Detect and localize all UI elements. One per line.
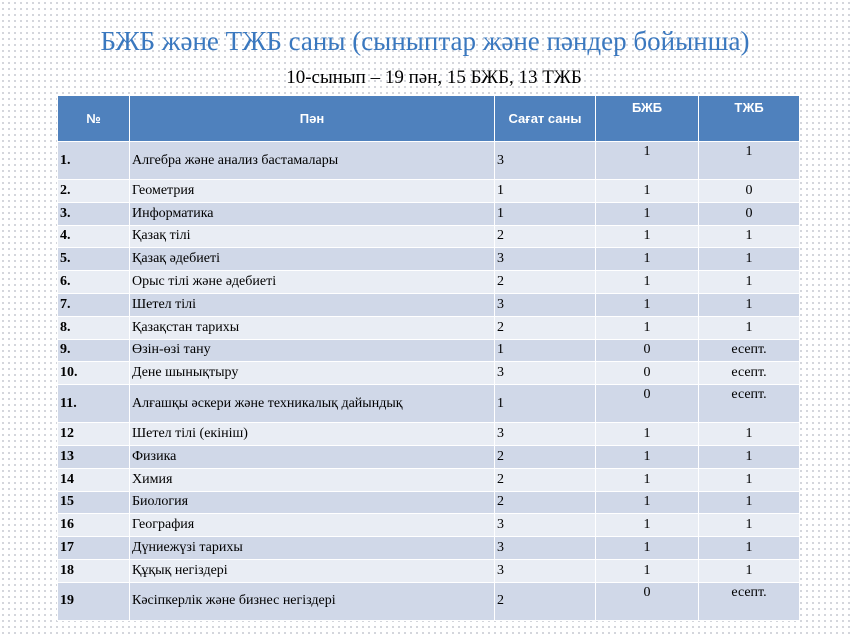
subject-name: Қазақ тілі bbox=[130, 225, 495, 248]
tjb-value: 1 bbox=[699, 316, 800, 339]
subject-name: Кәсіпкерлік және бизнес негіздері bbox=[130, 582, 495, 620]
row-number: 11. bbox=[58, 385, 130, 423]
subject-name: Дене шынықтыру bbox=[130, 362, 495, 385]
subject-name: Қазақ әдебиеті bbox=[130, 248, 495, 271]
hours-value: 3 bbox=[495, 248, 596, 271]
row-number: 7. bbox=[58, 293, 130, 316]
hours-value: 2 bbox=[495, 491, 596, 514]
subjects-table bbox=[57, 95, 800, 621]
bjb-value: 1 bbox=[596, 445, 699, 468]
tjb-value: 1 bbox=[699, 468, 800, 491]
subject-name: Химия bbox=[130, 468, 495, 491]
tjb-value: есепт. bbox=[699, 582, 800, 620]
row-number: 15 bbox=[58, 491, 130, 514]
bjb-value: 0 bbox=[596, 582, 699, 620]
tjb-value: 1 bbox=[699, 142, 800, 180]
subject-name: Биология bbox=[130, 491, 495, 514]
header-tjb: ТЖБ bbox=[699, 96, 800, 142]
table-row bbox=[58, 339, 800, 362]
bjb-value: 0 bbox=[596, 339, 699, 362]
table-header-row bbox=[58, 96, 800, 142]
hours-value: 1 bbox=[495, 180, 596, 203]
table-row bbox=[58, 293, 800, 316]
header-subject: Пән bbox=[130, 96, 495, 142]
tjb-value: 0 bbox=[699, 202, 800, 225]
page-title: БЖБ және ТЖБ саны (сыныптар және пәндер бойынша) bbox=[100, 26, 750, 56]
hours-value: 1 bbox=[495, 339, 596, 362]
header-hours: Сағат саны bbox=[495, 96, 596, 142]
hours-value: 2 bbox=[495, 271, 596, 294]
table-body bbox=[58, 142, 800, 621]
bjb-value: 1 bbox=[596, 559, 699, 582]
subject-name: Физика bbox=[130, 445, 495, 468]
table-row bbox=[58, 537, 800, 560]
tjb-value: 1 bbox=[699, 537, 800, 560]
table-row bbox=[58, 316, 800, 339]
header-num: № bbox=[58, 96, 130, 142]
subject-name: Өзін-өзі тану bbox=[130, 339, 495, 362]
tjb-value: 1 bbox=[699, 271, 800, 294]
bjb-value: 1 bbox=[596, 225, 699, 248]
bjb-value: 1 bbox=[596, 423, 699, 446]
table-row bbox=[58, 362, 800, 385]
row-number: 14 bbox=[58, 468, 130, 491]
row-number: 3. bbox=[58, 202, 130, 225]
tjb-value: есепт. bbox=[699, 385, 800, 423]
subject-name: Алғашқы әскери және техникалық дайындық bbox=[130, 385, 495, 423]
table-row bbox=[58, 248, 800, 271]
hours-value: 2 bbox=[495, 582, 596, 620]
hours-value: 2 bbox=[495, 468, 596, 491]
bjb-value: 1 bbox=[596, 468, 699, 491]
tjb-value: 0 bbox=[699, 180, 800, 203]
table-row bbox=[58, 445, 800, 468]
tjb-value: 1 bbox=[699, 248, 800, 271]
bjb-value: 0 bbox=[596, 362, 699, 385]
table-row bbox=[58, 142, 800, 180]
bjb-value: 1 bbox=[596, 248, 699, 271]
tjb-value: 1 bbox=[699, 225, 800, 248]
row-number: 6. bbox=[58, 271, 130, 294]
row-number: 17 bbox=[58, 537, 130, 560]
table-row bbox=[58, 514, 800, 537]
row-number: 10. bbox=[58, 362, 130, 385]
bjb-value: 1 bbox=[596, 202, 699, 225]
bjb-value: 1 bbox=[596, 293, 699, 316]
subject-name: Геометрия bbox=[130, 180, 495, 203]
hours-value: 3 bbox=[495, 142, 596, 180]
table-row bbox=[58, 423, 800, 446]
bjb-value: 1 bbox=[596, 491, 699, 514]
bjb-value: 0 bbox=[596, 385, 699, 423]
tjb-value: есепт. bbox=[699, 362, 800, 385]
hours-value: 1 bbox=[495, 202, 596, 225]
table-row bbox=[58, 202, 800, 225]
bjb-value: 1 bbox=[596, 271, 699, 294]
subject-name: Орыс тілі және әдебиеті bbox=[130, 271, 495, 294]
row-number: 1. bbox=[58, 142, 130, 180]
row-number: 18 bbox=[58, 559, 130, 582]
header-bjb: БЖБ bbox=[596, 96, 699, 142]
row-number: 13 bbox=[58, 445, 130, 468]
table-row bbox=[58, 271, 800, 294]
table-row bbox=[58, 385, 800, 423]
hours-value: 2 bbox=[495, 445, 596, 468]
hours-value: 2 bbox=[495, 316, 596, 339]
subject-name: Қазақстан тарихы bbox=[130, 316, 495, 339]
row-number: 19 bbox=[58, 582, 130, 620]
bjb-value: 1 bbox=[596, 180, 699, 203]
table-row bbox=[58, 468, 800, 491]
page-subtitle: 10-сынып – 19 пән, 15 БЖБ, 13 ТЖБ bbox=[286, 67, 582, 88]
table-row bbox=[58, 491, 800, 514]
hours-value: 3 bbox=[495, 559, 596, 582]
table-row bbox=[58, 559, 800, 582]
tjb-value: 1 bbox=[699, 445, 800, 468]
tjb-value: 1 bbox=[699, 559, 800, 582]
bjb-value: 1 bbox=[596, 514, 699, 537]
hours-value: 3 bbox=[495, 537, 596, 560]
row-number: 16 bbox=[58, 514, 130, 537]
tjb-value: 1 bbox=[699, 491, 800, 514]
hours-value: 2 bbox=[495, 225, 596, 248]
subject-name: Дүниежүзі тарихы bbox=[130, 537, 495, 560]
row-number: 4. bbox=[58, 225, 130, 248]
subject-name: География bbox=[130, 514, 495, 537]
table-row bbox=[58, 582, 800, 620]
hours-value: 3 bbox=[495, 293, 596, 316]
hours-value: 3 bbox=[495, 423, 596, 446]
table-row bbox=[58, 180, 800, 203]
subject-name: Информатика bbox=[130, 202, 495, 225]
subject-name: Құқық негіздері bbox=[130, 559, 495, 582]
row-number: 12 bbox=[58, 423, 130, 446]
tjb-value: 1 bbox=[699, 423, 800, 446]
row-number: 9. bbox=[58, 339, 130, 362]
subject-name: Шетел тілі bbox=[130, 293, 495, 316]
bjb-value: 1 bbox=[596, 537, 699, 560]
tjb-value: 1 bbox=[699, 293, 800, 316]
row-number: 8. bbox=[58, 316, 130, 339]
tjb-value: 1 bbox=[699, 514, 800, 537]
row-number: 5. bbox=[58, 248, 130, 271]
table-row bbox=[58, 225, 800, 248]
hours-value: 3 bbox=[495, 514, 596, 537]
subject-name: Шетел тілі (екініш) bbox=[130, 423, 495, 446]
bjb-value: 1 bbox=[596, 142, 699, 180]
tjb-value: есепт. bbox=[699, 339, 800, 362]
bjb-value: 1 bbox=[596, 316, 699, 339]
row-number: 2. bbox=[58, 180, 130, 203]
hours-value: 1 bbox=[495, 385, 596, 423]
hours-value: 3 bbox=[495, 362, 596, 385]
subject-name: Алгебра және анализ бастамалары bbox=[130, 142, 495, 180]
